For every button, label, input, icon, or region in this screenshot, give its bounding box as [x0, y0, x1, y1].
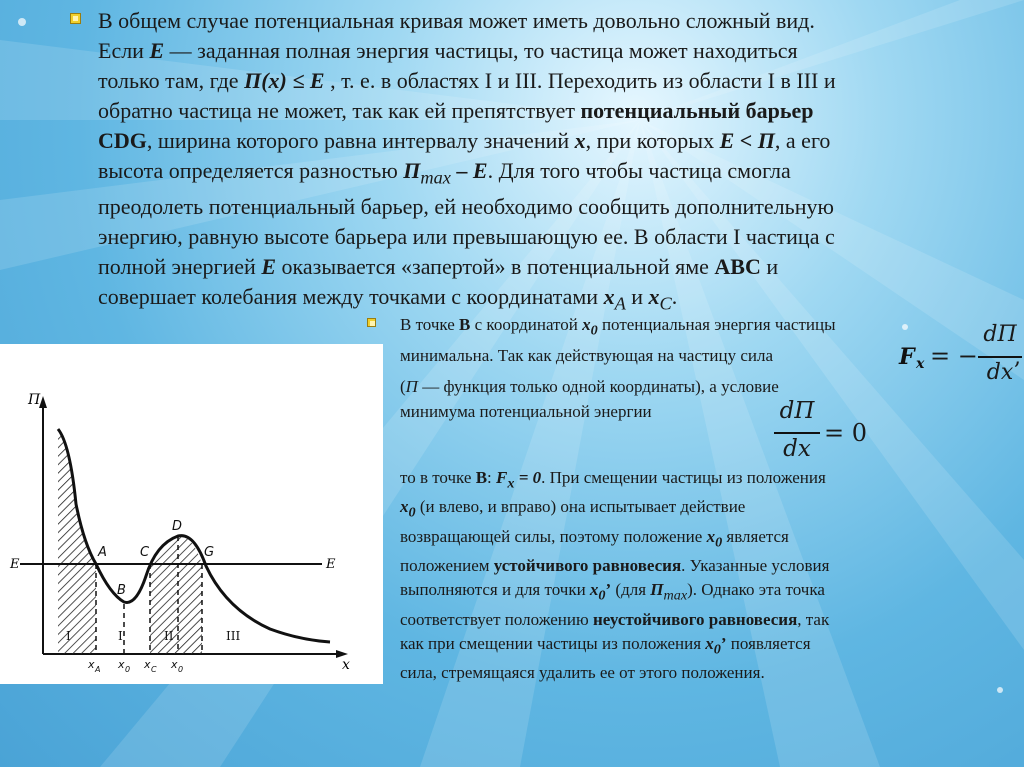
- region-left-hatch: [58, 429, 96, 564]
- p2-line-1: В точке B с координатой $x_0$ потенциальная энергия частицы: [400, 315, 836, 339]
- p3-line-7: как при смещении частицы из положения $x_0$’ появляется: [400, 633, 811, 657]
- p1-line-10: совершает колебания между точками с координатами $x_A$ и $x_C$.: [98, 284, 678, 314]
- p2-line-3: (П — функция только одной координаты), а условие: [400, 377, 779, 397]
- point-a-label: A: [98, 545, 107, 560]
- p3-line-2: $x_0$ (и влево, и вправо) она испытывает действие: [400, 497, 746, 521]
- y-axis-label: П: [28, 392, 41, 408]
- region-i-label-left: I: [66, 629, 71, 643]
- region-iii-label: III: [226, 629, 241, 643]
- fraction2-bar: [774, 432, 820, 434]
- energy-label-left: E: [10, 557, 20, 572]
- formula-comma: ,: [1014, 345, 1021, 370]
- tick-x0-sub: 0: [125, 665, 131, 674]
- point-g-label: G: [204, 545, 215, 560]
- point-d-label: D: [172, 519, 183, 534]
- potential-curve-diagram: [0, 344, 383, 684]
- p1-line-8: энергию, равную высоте барьера или превышающую ее. В области I частица с: [98, 224, 835, 250]
- p1-line-9: полной энергией E оказывается «запертой» в потенциальной яме ABC и: [98, 254, 779, 280]
- main-paragraph: [98, 6, 988, 319]
- region-ii-label: II: [164, 629, 174, 643]
- formula-fx: F: [899, 344, 915, 370]
- tick-x0: x: [118, 658, 125, 671]
- p1-line-5: CDG, ширина которого равна интервалу значений x, при которых E < П, а его: [98, 128, 831, 153]
- region-left-hatch-lower: [58, 564, 96, 654]
- formula-fx-sub: x: [916, 356, 925, 372]
- formula2-rhs: = 0: [824, 419, 868, 447]
- tick-xA: x: [88, 658, 95, 671]
- p1-line-7: преодолеть потенциальный барьер, ей необходимо сообщить дополнительную: [98, 194, 834, 220]
- formula-eq-minus: = −: [930, 342, 978, 370]
- p3-line-5: выполняются и для точки $x_0$’ (для $П_{max}$). Однако эта точка: [400, 580, 825, 604]
- third-paragraph: [400, 466, 990, 685]
- potential-curve-figure: [0, 344, 383, 684]
- formula2-denominator: dx: [783, 436, 811, 462]
- p1-line-2: Если E — заданная полная энергия частицы, то частица может находиться: [98, 38, 798, 63]
- p3-line-4: положением устойчивого равновесия. Указанные условия: [400, 556, 830, 576]
- p1-line-3: только там, где П(x) ≤ E , т. е. в областях I и III. Переходить из области I в III и: [98, 68, 836, 93]
- energy-label-right: E: [326, 557, 336, 572]
- tick-xC-sub: C: [151, 665, 157, 674]
- p2-line-2: минимальна. Так как действующая на частицу сила: [400, 346, 774, 366]
- p1-line-6: высота определяется разностью $П_{max}$ – E. Для того чтобы частица смогла: [98, 158, 791, 188]
- tick-x0prime-sub: 0: [178, 665, 184, 674]
- x-axis-label: x: [342, 657, 350, 673]
- bullet-1-icon: [70, 13, 81, 24]
- p2-line-4: минимума потенциальной энергии: [400, 402, 652, 422]
- p3-line-6: соответствует положению неустойчивого равновесия, так: [400, 609, 830, 629]
- p3-line-1: то в точке B: $F_x = 0$. При смещении частицы из положения: [400, 468, 826, 492]
- p3-line-3: возвращающей силы, поэтому положение $x_0$ является: [400, 526, 789, 551]
- formula2-numerator: dП: [779, 398, 815, 424]
- barrier-hatch-lower: [150, 564, 202, 654]
- formula2-fraction: [774, 398, 820, 470]
- formula-denominator: dx: [986, 360, 1014, 385]
- point-c-label: C: [140, 545, 150, 560]
- point-b-label: B: [117, 583, 126, 598]
- p3-line-8: сила, стремящаяся удалить ее от этого положения.: [400, 662, 765, 682]
- tick-x0prime: x: [171, 658, 178, 671]
- formula-numerator: dП: [983, 322, 1017, 347]
- tick-xC: x: [144, 658, 151, 671]
- bullet-2-icon: [367, 318, 376, 327]
- p1-line-1: В общем случае потенциальная кривая может иметь довольно сложный вид.: [98, 8, 815, 33]
- p1-line-4: обратно частица не может, так как ей препятствует потенциальный барьер: [98, 98, 814, 123]
- tick-xA-sub: A: [95, 665, 101, 674]
- region-i-label-mid: I: [118, 629, 123, 643]
